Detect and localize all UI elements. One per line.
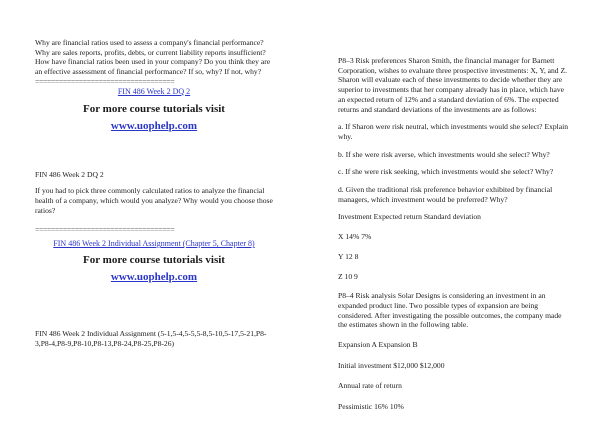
assignment-link[interactable]: FIN 486 Week 2 Individual Assignment (Chapter 5, Chapter 8) — [53, 239, 255, 249]
annual-return-row: Annual rate of return — [338, 381, 402, 391]
p8-3-paragraph: P8–3 Risk preferences Sharon Smith, the financial manager for Barnett Corporation, wishes to evaluate three prospective investments: X, Y, and Z. Sharon will evaluate each of these investments to decide whether they are superior to investments that her company already has in place, which have an expected return of 12% and a standard deviation of 6%. The expected returns and standard deviations of the investments are as follows: — [338, 56, 568, 114]
expansion-header: Expansion A Expansion B — [338, 340, 418, 350]
table-row-y: Y 12 8 — [338, 251, 359, 261]
site-link[interactable]: www.uophelp.com — [110, 119, 198, 132]
question-d: d. Given the traditional risk preference behavior exhibited by financial managers, which investment would be preferred? Why? — [338, 185, 553, 204]
promo-heading: For more course tutorials visit — [83, 254, 225, 267]
table-row-z: Z 10 9 — [338, 271, 358, 281]
question-b: b. If she were risk averse, which investments would she select? Why? — [338, 149, 550, 159]
dq2-title: FIN 486 Week 2 DQ 2 — [35, 169, 104, 179]
dq2-link[interactable]: FIN 486 Week 2 DQ 2 — [117, 86, 191, 96]
pessimistic-row: Pessimistic 16% 10% — [338, 402, 404, 412]
assignment-title: FIN 486 Week 2 Individual Assignment (5-1,5-4,5-5,5-8,5-10,5-17,5-21,P8-3,P8-4,P8-9,P8-10,P8-13,P8-24,P8-25,P8-26) — [35, 329, 267, 348]
table-header: Investment Expected return Standard deviation — [338, 212, 481, 222]
site-link[interactable]: www.uophelp.com — [110, 271, 198, 284]
left-column — [35, 0, 273, 348]
separator: =================================== — [35, 225, 175, 235]
right-column — [338, 0, 570, 412]
separator: =================================== — [35, 76, 175, 86]
promo-heading: For more course tutorials visit — [83, 102, 225, 115]
p8-4-paragraph: P8–4 Risk analysis Solar Designs is considering an investment in an expanded product line. Two possible types of expansion are being considered. After investigating the possible outcomes, the company made the estimates shown in the following table. — [338, 291, 562, 330]
intro-paragraph: Why are financial ratios used to assess a company's financial performance? Why are sales reports, profits, debts, or current liability reports insufficient? How have financial ratios been used in your company? Do you think they are an effective assessment of financial performance? If so, why? If not, why? — [35, 38, 271, 77]
dq2-body: If you had to pick three commonly calculated ratios to analyze the financial health of a company, which would you analyze? Why would you choose those ratios? — [35, 186, 273, 215]
table-row-x: X 14% 7% — [338, 232, 372, 242]
initial-investment-row: Initial investment $12,000 $12,000 — [338, 360, 445, 370]
question-c: c. If she were risk seeking, which investments would she select? Why? — [338, 167, 554, 177]
question-a: a. If Sharon were risk neutral, which investments would she select? Explain why. — [338, 122, 569, 141]
